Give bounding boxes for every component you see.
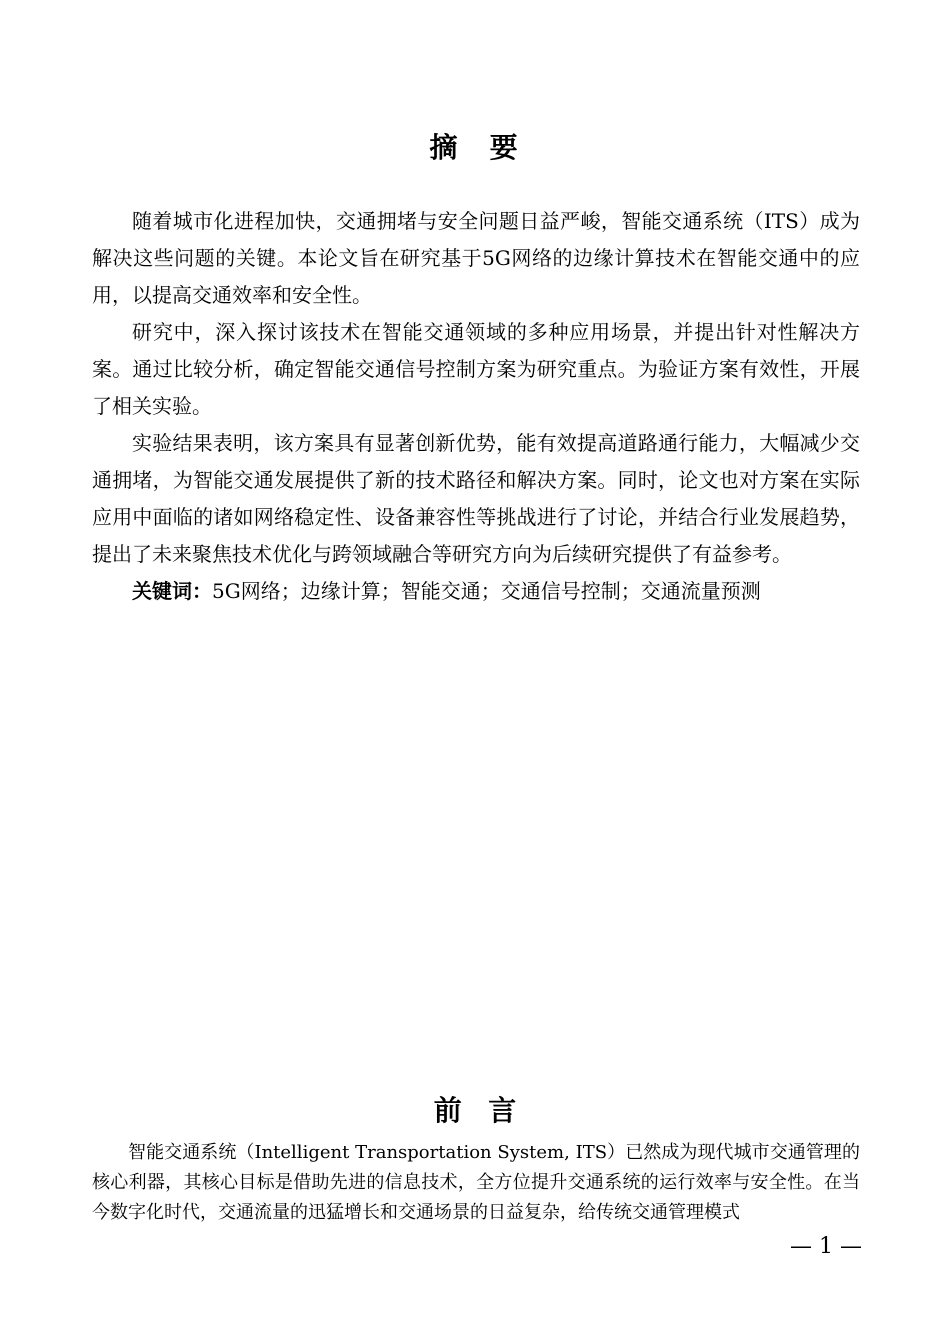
abstract-paragraph-3: 实验结果表明，该方案具有显著创新优势，能有效提高道路通行能力，大幅减少交通拥堵，为智能交通发展提供了新的技术路径和解决方案。同时，论文也对方案在实际应用中面临的诸如网络稳定性、设备兼容性等挑战进行了讨论，并结合行业发展趋势，提出了未来聚焦技术优化与跨领域融合等研究方向为后续研究提供了有益参考。: [92, 431, 860, 566]
keywords-text: 5G网络；边缘计算；智能交通；交通信号控制；交通流量预测: [212, 579, 761, 603]
keywords-label: 关键词：: [132, 579, 212, 603]
abstract-paragraph-2: 研究中，深入探讨该技术在智能交通领域的多种应用场景，并提出针对性解决方案。通过比较分析，确定智能交通信号控制方案为研究重点。为验证方案有效性，开展了相关实验。: [92, 320, 860, 418]
abstract-body: [92, 203, 860, 610]
abstract-heading: 摘 要: [429, 131, 521, 164]
preface-paragraph: 智能交通系统（Intelligent Transportation System, ITS）已然成为现代城市交通管理的核心利器，其核心目标是借助先进的信息技术，全方位提升交通系统的运行效率与安全性。在当今数字化时代，交通流量的迅猛增长和交通场景的日益复杂，给传统交通管理模式: [92, 1142, 860, 1223]
abstract-paragraph-1: 随着城市化进程加快，交通拥堵与安全问题日益严峻，智能交通系统（ITS）成为解决这些问题的关键。本论文旨在研究基于5G网络的边缘计算技术在智能交通中的应用，以提高交通效率和安全性。: [92, 209, 860, 307]
page-number: — 1 —: [790, 1234, 862, 1259]
keywords-line: [92, 573, 860, 610]
preface-body: [92, 1138, 860, 1228]
preface-heading: 前 言: [433, 1094, 517, 1127]
